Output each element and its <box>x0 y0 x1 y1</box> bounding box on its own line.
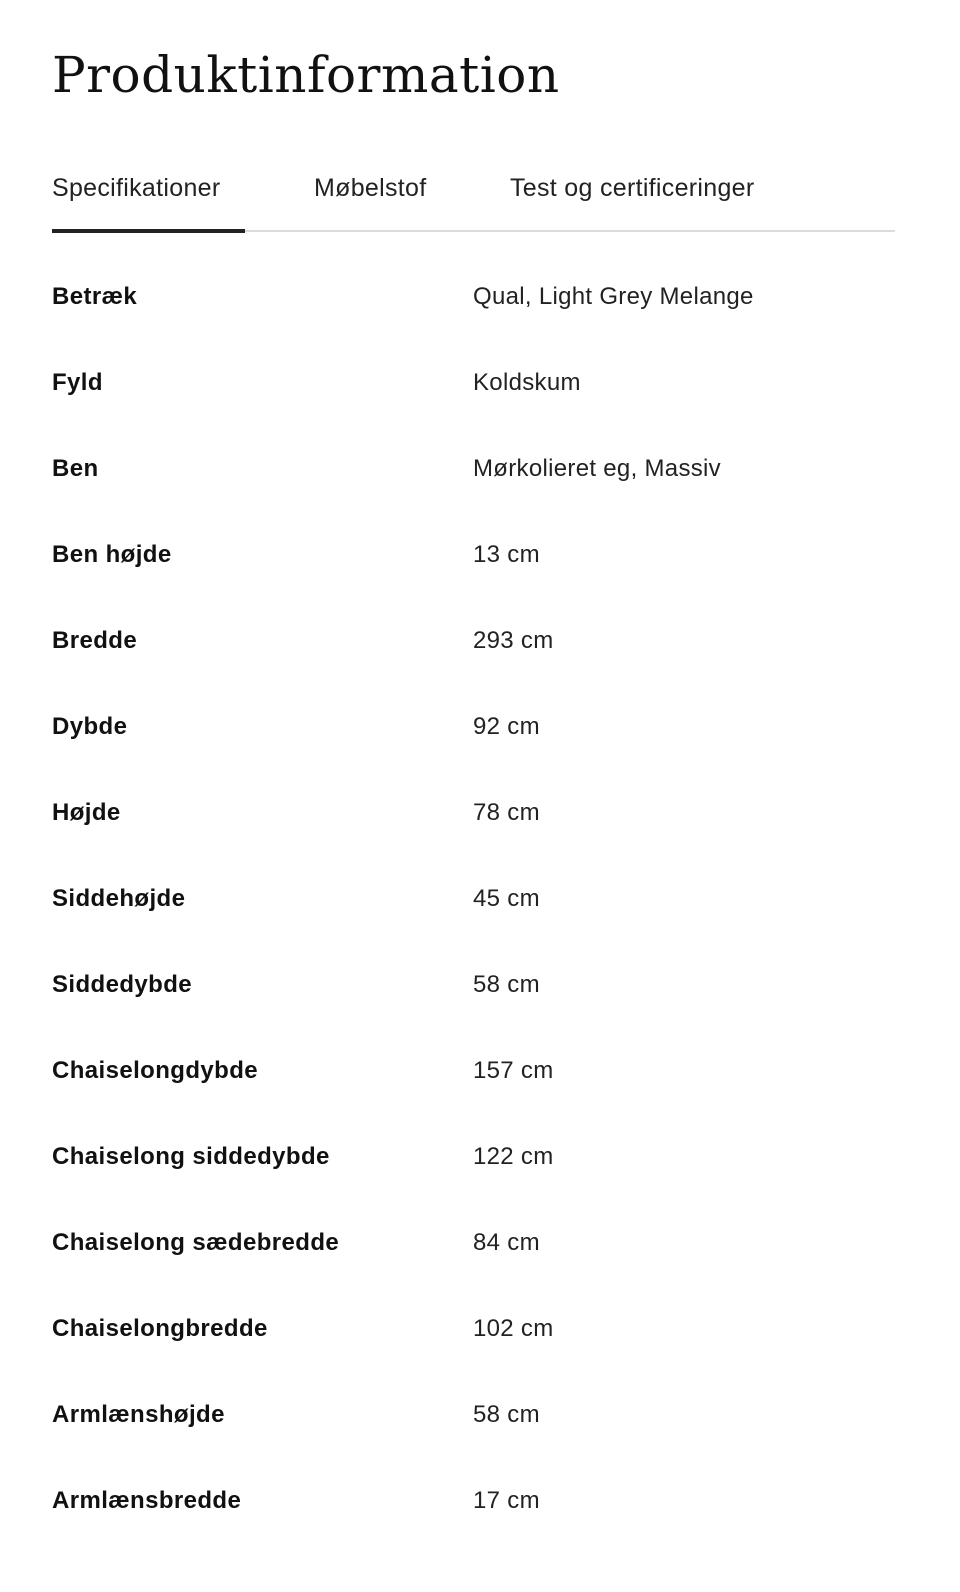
spec-row-siddehojde <box>52 860 895 946</box>
spec-value: 45 cm <box>473 885 540 912</box>
spec-value: 58 cm <box>473 971 540 998</box>
spec-row-bredde <box>52 602 895 688</box>
tab-test-og-certificeringer[interactable]: Test og certificeringer <box>510 174 755 202</box>
spec-value: 122 cm <box>473 1143 554 1170</box>
spec-row-armlaensbredde <box>52 1462 895 1548</box>
spec-row-dybde <box>52 688 895 774</box>
spec-row-armlaenshojde <box>52 1376 895 1462</box>
spec-label: Chaiselong siddedybde <box>52 1143 330 1170</box>
spec-row-chaiselongdybde <box>52 1032 895 1118</box>
spec-label: Højde <box>52 799 121 826</box>
spec-value: Koldskum <box>473 369 581 396</box>
spec-value: Mørkolieret eg, Massiv <box>473 455 721 482</box>
spec-label: Chaiselongdybde <box>52 1057 259 1084</box>
spec-row-ben-hojde <box>52 516 895 602</box>
spec-row-ben <box>52 430 895 516</box>
spec-row-chaiselong-saedebredde <box>52 1204 895 1290</box>
spec-label: Bredde <box>52 627 138 654</box>
spec-row-chaiselongbredde <box>52 1290 895 1376</box>
spec-value: 84 cm <box>473 1229 540 1256</box>
spec-label: Ben <box>52 455 99 482</box>
spec-label: Armlænshøjde <box>52 1401 225 1428</box>
spec-label: Siddedybde <box>52 971 193 998</box>
spec-value: 17 cm <box>473 1487 540 1514</box>
spec-label: Fyld <box>52 369 103 396</box>
spec-value: 157 cm <box>473 1057 554 1084</box>
spec-value: 92 cm <box>473 713 540 740</box>
spec-row-chaiselong-siddedybde <box>52 1118 895 1204</box>
spec-row-betraek <box>52 258 895 344</box>
spec-label: Dybde <box>52 713 128 740</box>
spec-row-fyld <box>52 344 895 430</box>
tab-mobelstof[interactable]: Møbelstof <box>314 174 427 202</box>
spec-value: 78 cm <box>473 799 540 826</box>
tab-specifikationer[interactable]: Specifikationer <box>52 174 221 202</box>
spec-label: Siddehøjde <box>52 885 186 912</box>
spec-label: Chaiselongbredde <box>52 1315 268 1342</box>
tab-bar <box>52 166 895 234</box>
spec-row-hojde <box>52 774 895 860</box>
spec-label: Chaiselong sædebredde <box>52 1229 340 1256</box>
spec-value: 58 cm <box>473 1401 540 1428</box>
spec-label: Ben højde <box>52 541 172 568</box>
spec-value: 13 cm <box>473 541 540 568</box>
spec-value: 293 cm <box>473 627 554 654</box>
spec-row-siddedybde <box>52 946 895 1032</box>
spec-value: Qual, Light Grey Melange <box>473 283 754 310</box>
spec-value: 102 cm <box>473 1315 554 1342</box>
spec-label: Armlænsbredde <box>52 1487 242 1514</box>
spec-label: Betræk <box>52 283 138 310</box>
page-title: Produktinformation <box>52 46 560 104</box>
specifications-list <box>52 258 895 1548</box>
active-tab-indicator <box>52 229 245 233</box>
